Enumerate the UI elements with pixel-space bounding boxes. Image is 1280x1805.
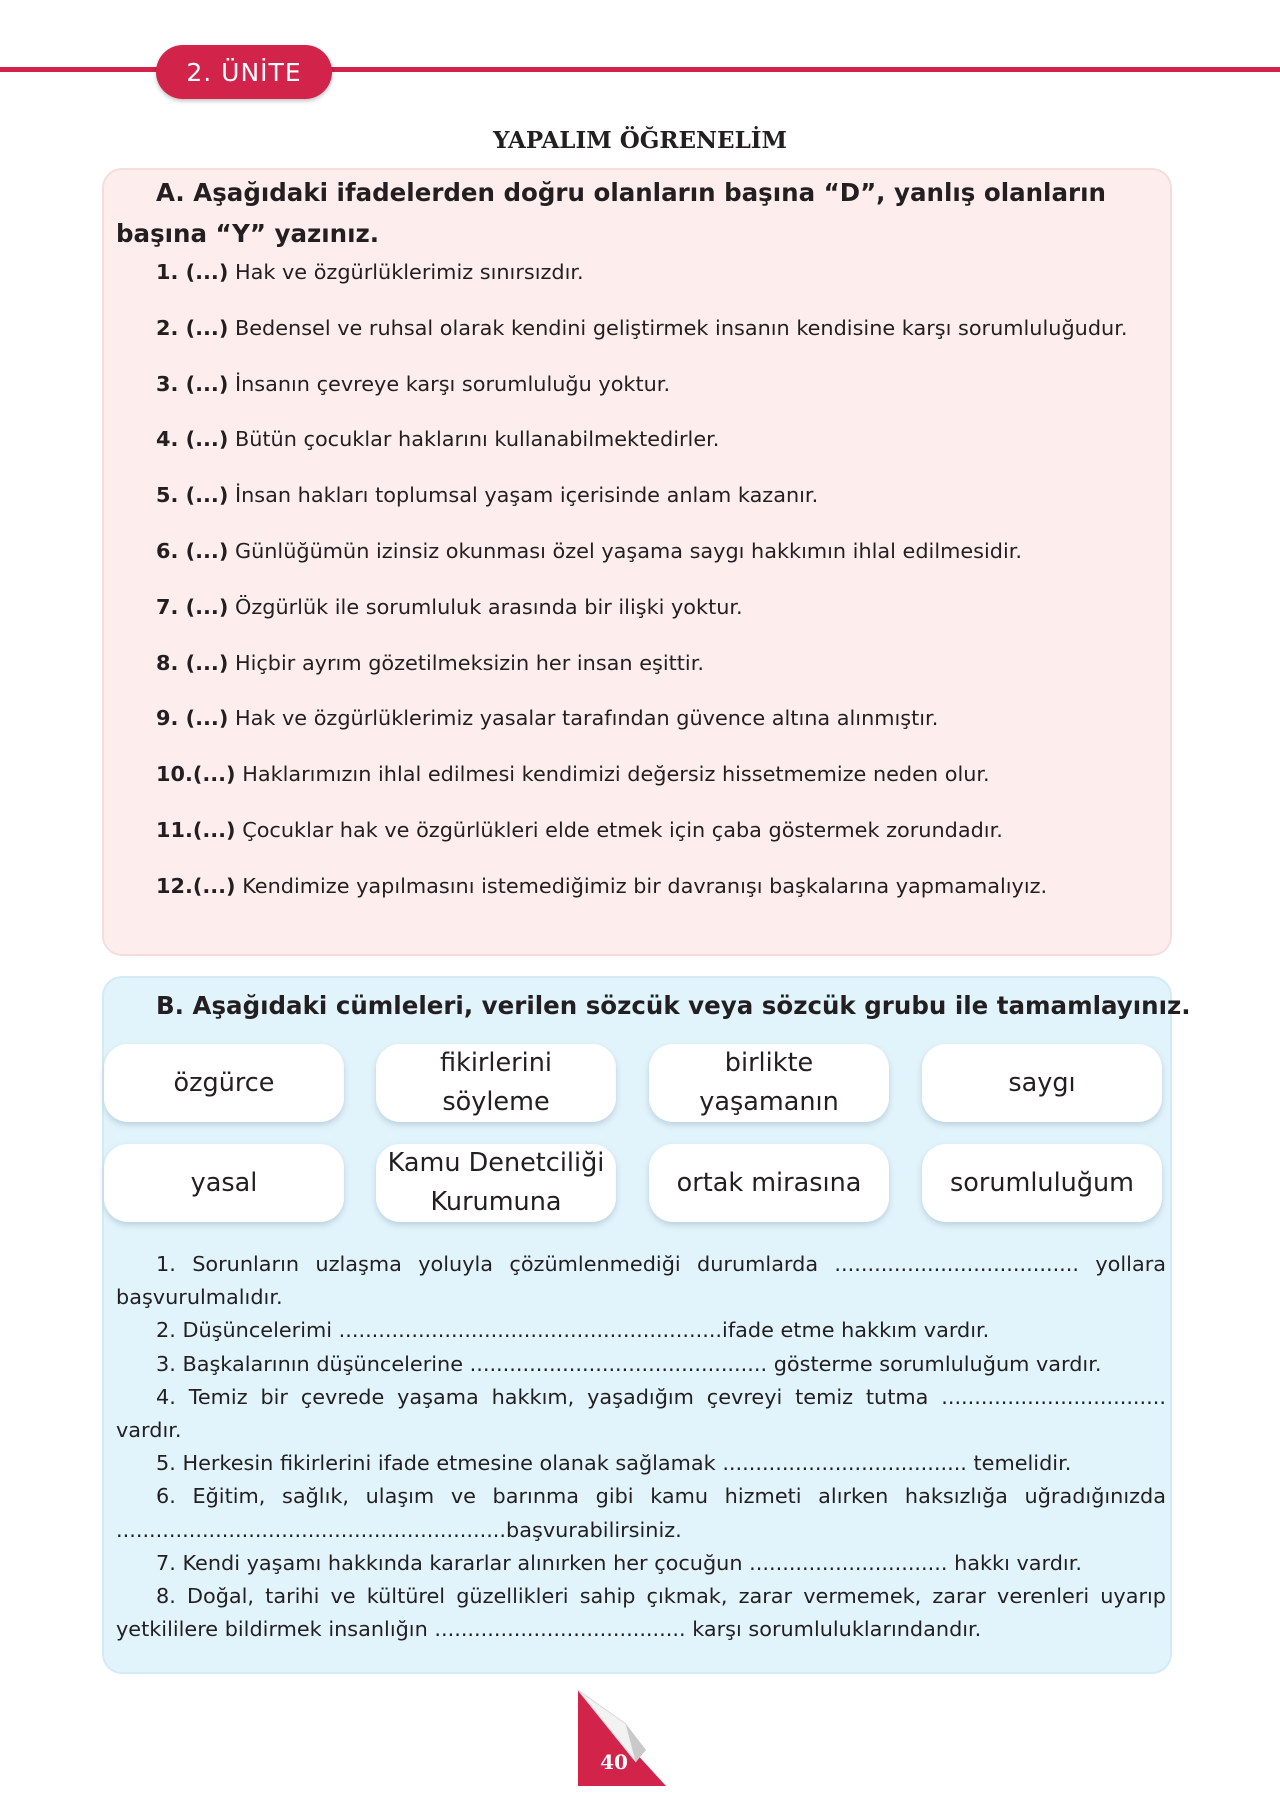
section-b-instruction: B. Aşağıdaki cümleleri, verilen sözcük veya sözcük grubu ile tamamlayınız. bbox=[156, 991, 1191, 1020]
list-item: 8. Doğal, tarihi ve kültürel güzellikleri sahip çıkmak, zarar vermemek, zarar verenleri uyarıp yetkililere bildirmek insanlığın ...................................... karşı sorumluluklarındandır. bbox=[116, 1584, 1166, 1642]
word-line: fikirlerini bbox=[440, 1048, 552, 1078]
word-line: yaşamanın bbox=[699, 1087, 839, 1117]
word-bank-card bbox=[649, 1044, 889, 1122]
list-item: 2. Düşüncelerimi ..........................................................ifade etme hakkım vardır. bbox=[156, 1318, 990, 1343]
item-text: Hak ve özgürlüklerimiz yasalar tarafından güvence altına alınmıştır. bbox=[234, 706, 939, 731]
fill-in-list bbox=[116, 1248, 1166, 1646]
list-item bbox=[156, 483, 1166, 539]
item-text: Haklarımızın ihlal edilmesi kendimizi değersiz hissetmemize neden olur. bbox=[242, 762, 990, 787]
list-item bbox=[156, 818, 1166, 874]
word-line: Kamu Denetciliği bbox=[387, 1148, 605, 1178]
item-number: 7. (...) bbox=[156, 594, 229, 619]
list-item: 4. Temiz bir çevrede yaşama hakkım, yaşadığım çevreyi temiz tutma .................................. vardır. bbox=[116, 1384, 1166, 1443]
page-number-tab bbox=[576, 1690, 672, 1786]
list-item bbox=[156, 316, 1166, 372]
word-line: ortak mirasına bbox=[676, 1167, 862, 1198]
list-item bbox=[156, 595, 1166, 651]
item-number: 3. (...) bbox=[156, 371, 229, 396]
section-title: YAPALIM ÖĞRENELİM bbox=[493, 127, 787, 154]
unit-badge: 2. ÜNİTE bbox=[156, 45, 332, 99]
word-bank-card bbox=[376, 1144, 616, 1222]
word-line: birlikte bbox=[724, 1048, 814, 1078]
list-item bbox=[156, 372, 1166, 428]
list-item: 6. Eğitim, sağlık, ulaşım ve barınma gibi kamu hizmeti alırken haksızlığa uğradığınızda ...........................................................başvurabilirsiniz. bbox=[116, 1484, 1166, 1542]
item-number: 1. (...) bbox=[156, 260, 229, 284]
list-item bbox=[156, 539, 1166, 595]
item-text: Bedensel ve ruhsal olarak kendini geliştirmek insanın kendisine karşı sorumluluğudur. bbox=[234, 315, 1128, 340]
list-item: 3. Başkalarının düşüncelerine ............................................. gösterme sorumluluğum vardır. bbox=[156, 1351, 1102, 1376]
list-item: 1. Sorunların uzlaşma yoluyla çözümlenmediği durumlarda ..................................... yollara başvurulmalıdır. bbox=[116, 1252, 1166, 1310]
item-text: Hak ve özgürlüklerimiz sınırsızdır. bbox=[234, 260, 584, 284]
item-text: Bütün çocuklar haklarını kullanabilmektedirler. bbox=[234, 427, 720, 452]
item-text: Çocuklar hak ve özgürlükleri elde etmek için çaba göstermek zorundadır. bbox=[242, 817, 1003, 842]
item-text: Kendimize yapılmasını istemediğimiz bir davranışı başkalarına yapmamalıyız. bbox=[242, 873, 1048, 898]
word-bank-card bbox=[649, 1144, 889, 1222]
item-number: 4. (...) bbox=[156, 427, 229, 452]
item-number: 6. (...) bbox=[156, 538, 229, 563]
list-item bbox=[156, 427, 1166, 483]
item-text: Özgürlük ile sorumluluk arasında bir ilişki yoktur. bbox=[234, 594, 743, 619]
list-item: 5. Herkesin fikirlerini ifade etmesine olanak sağlamak ..................................... temelidir. bbox=[156, 1451, 1072, 1476]
word-line: saygı bbox=[1008, 1067, 1076, 1098]
true-false-list bbox=[156, 260, 1166, 930]
item-text: Hiçbir ayrım gözetilmeksizin her insan eşittir. bbox=[234, 650, 704, 675]
list-item bbox=[156, 762, 1166, 818]
item-text: İnsanın çevreye karşı sorumluluğu yoktur. bbox=[234, 371, 671, 396]
item-text: Günlüğümün izinsiz okunması özel yaşama saygı hakkımın ihlal edilmesidir. bbox=[234, 538, 1022, 563]
list-item bbox=[156, 874, 1166, 930]
item-number: 2. (...) bbox=[156, 315, 229, 340]
section-a-instruction: A. Aşağıdaki ifadelerden doğru olanların başına “D”, yanlış olanların başına “Y” yazınız. bbox=[116, 178, 1106, 248]
word-line: sorumluluğum bbox=[949, 1167, 1135, 1198]
word-line: yasal bbox=[190, 1167, 258, 1198]
section-b-box bbox=[102, 976, 1191, 1674]
word-bank-card bbox=[922, 1144, 1162, 1222]
word-bank-card bbox=[104, 1144, 344, 1222]
list-item: 7. Kendi yaşamı hakkında kararlar alınırken her çocuğun .............................. hakkı vardır. bbox=[156, 1550, 1082, 1575]
item-number: 5. (...) bbox=[156, 483, 229, 508]
list-item bbox=[156, 706, 1166, 762]
item-number: 8. (...) bbox=[156, 650, 229, 675]
word-line: Kurumuna bbox=[430, 1187, 562, 1217]
list-item bbox=[156, 260, 1166, 316]
word-bank-card bbox=[376, 1044, 616, 1122]
item-text: İnsan hakları toplumsal yaşam içerisinde anlam kazanır. bbox=[234, 483, 819, 508]
word-bank-card bbox=[922, 1044, 1162, 1122]
word-bank-card bbox=[104, 1044, 344, 1122]
page-number: 40 bbox=[600, 1750, 628, 1774]
item-number: 10.(...) bbox=[156, 762, 236, 787]
item-number: 11.(...) bbox=[156, 817, 236, 842]
section-a-box bbox=[102, 168, 1172, 956]
item-number: 9. (...) bbox=[156, 706, 229, 731]
list-item bbox=[156, 651, 1166, 707]
word-line: özgürce bbox=[173, 1067, 275, 1098]
word-line: söyleme bbox=[442, 1087, 550, 1117]
item-number: 12.(...) bbox=[156, 873, 236, 898]
